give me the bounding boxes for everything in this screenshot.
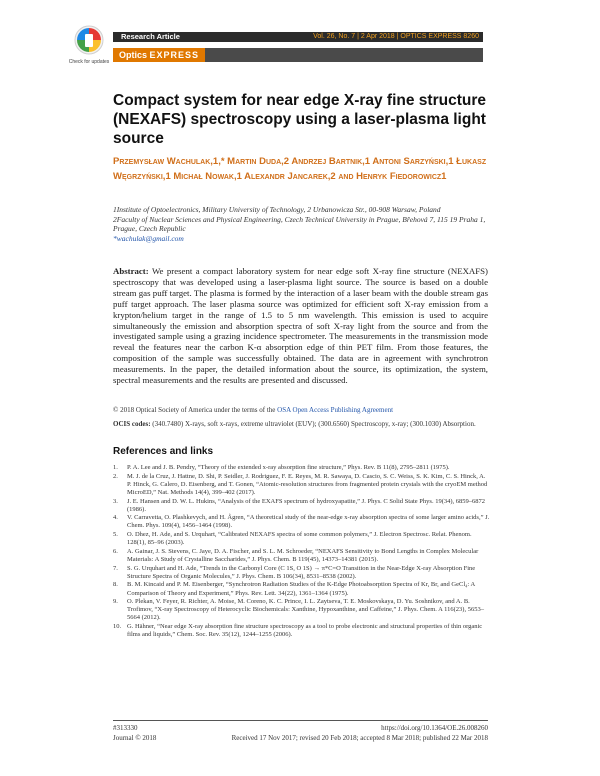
journal-name-main: Optics: [119, 50, 148, 60]
journal-copyright: Journal © 2018: [113, 734, 157, 742]
reference-item: 9. O. Plekan, V. Feyer, R. Richter, A. Moise, M. Coreno, K. C. Prince, I. L. Zaytseva, T. E. Moskovskaya, D. Yu. Soshnikov, and A. B. Trofimov, “X-ray Spectroscopy of Heterocyclic Biochemicals: Xanthine, Hypoxanthine, and Caffeine,” J. Phys. Chem. A 116(23), 5653–5664 (2012).: [113, 598, 484, 622]
paper-title: Compact system for near edge X-ray fine structure (NEXAFS) spectroscopy using a laser-plasma light source: [113, 92, 486, 147]
reference-item: 2. M. J. de la Cruz, J. Hattne, D. Shi, P. Seidler, J. Rodriguez, F. E. Reyes, M. R. Sawaya, D. Cascio, S. C. Weiss, S. K. Kim, C. S. Hinck, A. P. Hinck, G. Calero, D. Eisenberg, and T. Gonen, “Atomic-resolution structures from fragmented protein crystals with the cryoEM method MicroED,” Nat. Methods 14(4), 399–402 (2017).: [113, 472, 488, 496]
abstract-text: We present a compact laboratory system for near edge soft X-ray fine structure (NEXAFS) spectroscopy that was developed using a laser-plasma light source. The source is based on a double stream gas puff target. The plasma is formed by the interaction of a laser beam with the double stream gas puff target approach. The laser plasma source was optimized for efficient soft X-ray emission from a krypton/helium target in the range of 1.5 to 5 nm wavelength. This emission is used to acquire simultaneously the emission and absorption spectra of soft X-ray light from the source and from the investigated sample using a grazing incidence spectrometer. The measurements in the transmission mode reveal the features near the carbon K-α absorption edge of thin PET film. From those features, the composition of the sample was successfully obtained. The data are in agreement with synchrotron measurements. In the paper, the detailed information about the source, its optimization, the system, spectral measurements and the results are presented and discussed.: [113, 266, 488, 386]
doi-link[interactable]: https://doi.org/10.1364/OE.26.008260: [381, 724, 488, 732]
reference-item: 5. O. Dhez, H. Ade, and S. Urquhart, “Calibrated NEXAFS spectra of some common polymers,” J. Electron Spectrosc. Relat. Phenom. 128(1), 85–96 (2003).: [113, 531, 472, 547]
article-type: Research Article: [121, 32, 180, 41]
research-article-bar: [113, 32, 483, 42]
optics-express-logo[interactable]: [113, 48, 205, 62]
ocis-label: OCIS codes:: [113, 420, 151, 428]
reference-item: 3. J. E. Hansen and D. W. L. Hukins, “Analysis of the EXAFS spectrum of hydroxyapatite,” J. Phys. C Solid State Phys. 19(34), 6859–6872 (1986).: [113, 497, 486, 513]
open-access-agreement-link[interactable]: OSA Open Access Publishing Agreement: [277, 406, 394, 414]
journal-banner: [113, 48, 483, 62]
copyright-notice: [113, 406, 488, 415]
reference-item: 7. S. G. Urquhart and H. Ade, “Trends in the Carbonyl Core (C 1S, O 1S) → π*C=O Transition in the Near-Edge X-ray Absorption Fine Structure Spectra of Organic Molecules,” J. Phys. Chem. B 106(34), 8531–8538 (2002).: [113, 564, 476, 580]
references-heading: References and links: [113, 446, 214, 457]
abstract: [113, 266, 488, 386]
reference-item: 1. P. A. Lee and J. B. Pendry, “Theory of the extended x-ray absorption fine structure,” Phys. Rev. B 11(8), 2795–2811 (1975).: [113, 464, 450, 471]
reference-list: [113, 464, 491, 640]
reference-item: 10. G. Hähner, “Near edge X-ray absorption fine structure spectroscopy as a tool to probe electronic and structural properties of thin organic films and liquids,” Chem. Soc. Rev. 35(12), 1244–1255 (2006).: [113, 623, 483, 639]
copyright-text: © 2018 Optical Society of America under the terms of the: [113, 406, 276, 414]
footer-divider: [113, 720, 488, 721]
reference-item: 4. V. Carravetta, O. Plashkevych, and H. Ågren, “A theoretical study of the near-edge x-ray absorption spectra of some larger amino acids,” J. Chem. Phys. 109(4), 1456–1464 (1998).: [113, 514, 490, 530]
affiliation-2: 2Faculty of Nuclear Sciences and Physical Engineering, Czech Technical University in Prague, Břehová 7, 115 19 Praha 1, Prague, Czech Republic: [113, 214, 486, 233]
author-list: Przemysław Wachulak,1,* Martin Duda,2 Andrzej Bartnik,1 Antoni Sarzyński,1 Łukasz Węgrzyński,1 Michał Nowak,1 Alexandr Jancarek,2 and Henryk Fiedorowicz1: [113, 156, 487, 182]
journal-name-sub: EXPRESS: [149, 50, 200, 60]
footer-row-2: [113, 734, 488, 743]
ocis-codes: [113, 420, 488, 429]
affiliation-1: 1Institute of Optoelectronics, Military University of Technology, 2 Urbanowicza Str., 00-908 Warsaw, Poland: [113, 205, 441, 214]
affiliations: [113, 205, 488, 243]
journal-meta: Vol. 26, No. 7 | 2 Apr 2018 | OPTICS EXPRESS 8260: [313, 33, 479, 40]
article-id: #313330: [113, 724, 138, 732]
reference-item: 6. A. Gainar, J. S. Stevens, C. Jaye, D. A. Fischer, and S. L. M. Schroeder, “NEXAFS Sensitivity to Bond Lengths in Complex Molecular Materials: A Study of Crystalline Saccharides,” J. Phys. Chem. B 119(45), 14373–14381 (2015).: [113, 547, 479, 563]
check-for-updates-icon[interactable]: [72, 24, 106, 74]
abstract-label: Abstract:: [113, 266, 149, 276]
publication-dates: Received 17 Nov 2017; revised 20 Feb 2018; accepted 8 Mar 2018; published 22 Mar 2018: [231, 734, 488, 742]
author-email-link[interactable]: *wachulak@gmail.com: [113, 233, 184, 243]
footer-row-1: [113, 724, 488, 733]
reference-item: 8. B. M. Kincaid and P. M. Eisenberger, “Synchrotron Radiation Studies of the K-Edge Photoabsorption Spectra of Kr, Br, and GeCl₄: A Comparison of Theory and Experiment,” Phys. Rev. Lett. 34(22), 1361–1364 (1975).: [113, 581, 475, 597]
check-for-updates-label: Check for updates: [68, 59, 110, 65]
ocis-text: (340.7480) X-rays, soft x-rays, extreme ultraviolet (EUV); (300.6560) Spectroscopy, x-ray; (300.1030) Absorption.: [152, 420, 476, 428]
